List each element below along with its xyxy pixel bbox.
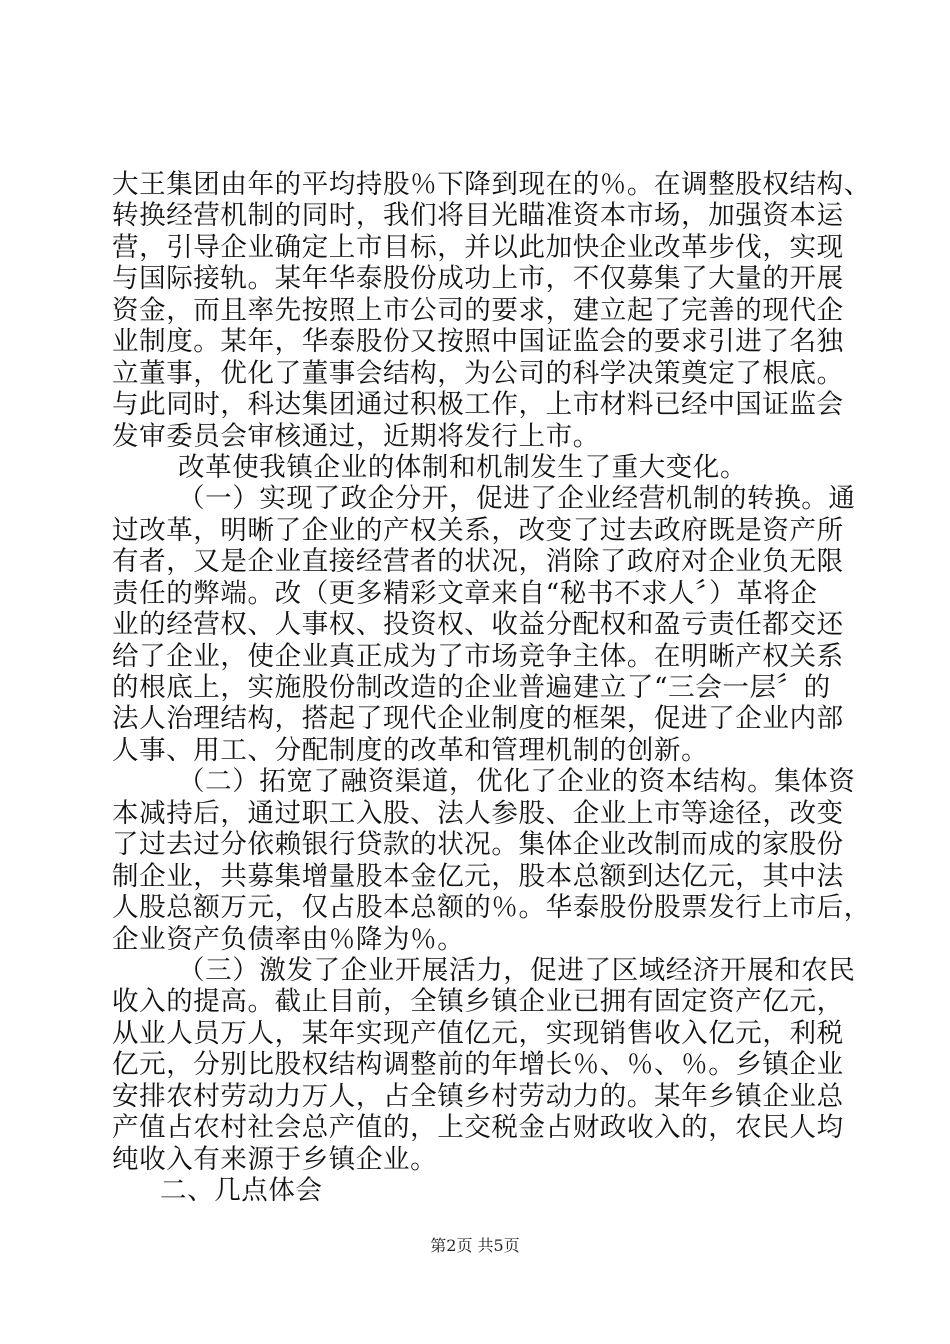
text-line: 责任的弊端。改（更多精彩文章来自“秘书不求人〞）革将企 xyxy=(112,577,818,609)
text-line: 企业资产负债率由％降为％。 xyxy=(112,923,465,955)
text-line: 业制度。某年，华泰股份又按照中国证监会的要求引进了名独 xyxy=(112,326,844,358)
text-line: 产值占农村社会总产值的，上交税金占财政收入的，农民人均 xyxy=(112,1112,844,1144)
text-line: 给了企业，使企业真正成为了市场竞争主体。在明晰产权关系 xyxy=(112,640,844,672)
text-line: 亿元，分别比股权结构调整前的年增长％、％、％。乡镇企业 xyxy=(112,1049,844,1081)
text-line: 与国际接轨。某年华泰股份成功上市，不仅募集了大量的开展 xyxy=(112,263,844,295)
text-line: 的根底上，实施股份制改造的企业普遍建立了“三会一层〞的 xyxy=(112,672,831,703)
text-line: 人股总额万元，仅占股本总额的％。华泰股份股票发行上市后， xyxy=(112,892,871,924)
text-line: 纯收入有来源于乡镇企业。 xyxy=(112,1143,438,1175)
text-line: 收入的提高。截止目前，全镇乡镇企业已拥有固定资产亿元， xyxy=(112,986,844,1018)
text-line: 人事、用工、分配制度的改革和管理机制的创新。 xyxy=(112,734,709,766)
text-line: 发审委员会审核通过，近期将发行上市。 xyxy=(112,420,600,452)
text-line: 与此同时，科达集团通过积极工作，上市材料已经中国证监会 xyxy=(112,389,844,421)
text-line: 了过去过分依赖银行贷款的状况。集体企业改制而成的家股份 xyxy=(112,829,844,861)
text-line: 大王集团由年的平均持股％下降到现在的％。在调整股权结构、 xyxy=(112,169,871,200)
paragraph-first-line: （二）拓宽了融资渠道，优化了企业的资本结构。集体资 xyxy=(178,766,856,798)
text-line: 转换经营机制的同时，我们将目光瞄准资本市场，加强资本运 xyxy=(112,200,844,232)
page-number-footer: 第2页 共5页 xyxy=(430,1236,520,1255)
text-line: 营，引导企业确定上市目标，并以此加快企业改革步伐，实现 xyxy=(112,231,844,263)
paragraph-first-line: （一）实现了政企分开，促进了企业经营机制的转换。通 xyxy=(178,483,856,515)
text-line: 过改革，明晰了企业的产权关系，改变了过去政府既是资产所 xyxy=(112,514,844,546)
text-line: 制企业，共募集增量股本金亿元，股本总额到达亿元，其中法 xyxy=(112,860,844,892)
text-line: 安排农村劳动力万人，占全镇乡村劳动力的。某年乡镇企业总 xyxy=(112,1080,844,1112)
text-line: 从业人员万人，某年实现产值亿元，实现销售收入亿元，利税 xyxy=(112,1017,844,1049)
text-line: 立董事，优化了董事会结构，为公司的科学决策奠定了根底。 xyxy=(112,357,844,389)
text-line: 资金，而且率先按照上市公司的要求，建立起了完善的现代企 xyxy=(112,294,844,326)
text-line: 法人治理结构，搭起了现代企业制度的框架，促进了企业内部 xyxy=(112,703,844,735)
text-line: 业的经营权、人事权、投资权、收益分配权和盈亏责任都交还 xyxy=(112,609,844,641)
paragraph-first-line: 改革使我镇企业的体制和机制发生了重大变化。 xyxy=(178,451,748,483)
section-heading: 二、几点体会 xyxy=(160,1175,323,1206)
paragraph-first-line: （三）激发了企业开展活力，促进了区域经济开展和农民 xyxy=(178,954,856,986)
text-line: 有者，又是企业直接经营者的状况，消除了政府对企业负无限 xyxy=(112,546,844,578)
text-line: 本减持后，通过职工入股、法人参股、企业上市等途径，改变 xyxy=(112,797,844,829)
